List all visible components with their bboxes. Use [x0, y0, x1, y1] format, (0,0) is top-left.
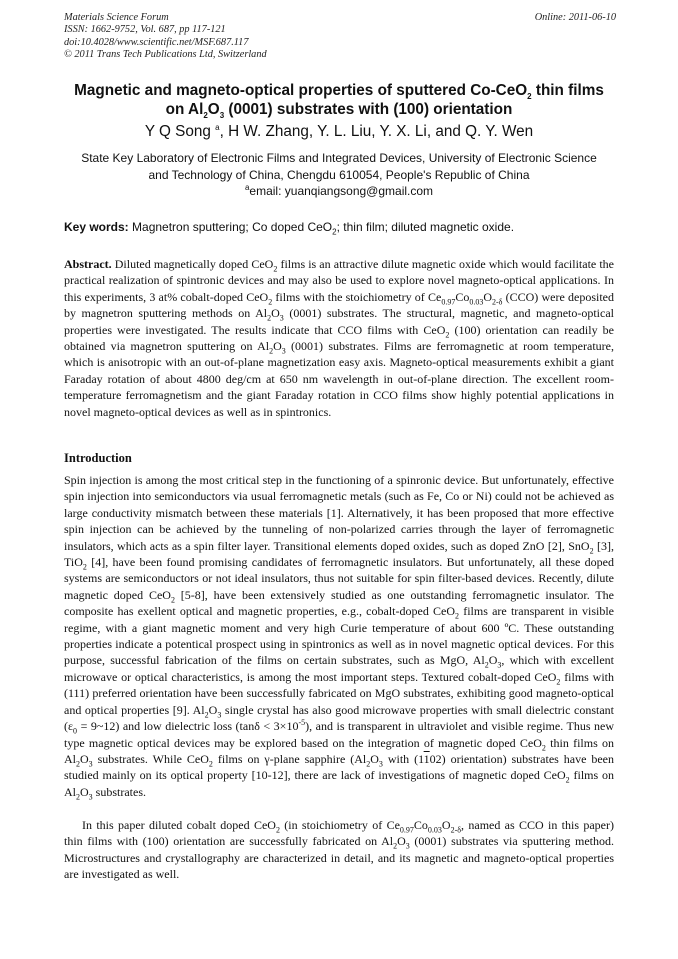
- online-date: Online: 2011-06-10: [534, 12, 616, 23]
- keywords: Key words: Magnetron sputtering; Co doped CeO$_2$; thin film; diluted magnetic oxide.: [64, 220, 515, 237]
- intro-paragraph-1: Spin injection is among the most critical step in the functioning of a spinronic device. But unfortunately, effective spin injection into semiconductors via usual ferromagnetic metals (such as Fe, Co or Ni) could not be achieved as large conductivity mismatch between these materials [1]. Alternatively, it has been proposed that more effective spin injection can be achieved by the tunneling of non-polarized carries through the layer of ferromagnetic insulators, which acts as a spin filter layer. Transitional elements doped oxides, such as doped ZnO [2], SnO$_2$ [3], TiO$_2$ [4], have been found promising candidates of ferromagnetic insulators. But unfortunately, all these doped systems are semiconductors or not ideal insulators, thus not suitable for spin filter-based devices. Recently, dilute magnetic doped CeO$_2$ [5-8], have been extensively studied as one outstanding ferromagnetic insulator. The composite has exellent optical and magnetic properties, e.g., cobalt-doped CeO$_2$ films are transparent in visible regime, with a giant magnetic moment and very high Curie temperature of about 600 ºC. These outstanding properties indicate a potentical prospect using in spintronics as well as in novel magnetic optical devices. For this purpose, successful fabrication of the films on certain substrates, such as MgO, $Al_2O_3$, which with excellent microwave or optical characteristics, is among the most important steps. Textured cobalt-doped CeO$_2$ films with (111) preferred orientation have been successfully fabricated on MgO substrates, exhibiting good magneto-optical and optical properties [9]. $Al_2O_3$ single crystal has also good microwave properties with small dielectric constant ($\varepsilon_0$ = 9~12) and low dielectric loss $(\tan\delta < 3\times 10^{-5})$, and is transparent in ultraviolet and visible regime. Thus new type magnetic optical devices may be explored based on the integration of magnetic doped CeO$_2$ thin films on $Al_2O_3$ substrates. While CeO$_2$ films on γ-plane sapphire ($Al_2O_3$ with (1102) orientation) substrates have been studied mainly on its optical property [10-12], there are lack of investigations of magnetic doped CeO$_2$ films on $Al_2O_3$ substrates.: [64, 473, 615, 802]
- abstract: Abstract. Diluted magnetically doped CeO$_2$ films is an attractive dilute magnetic oxide which would facilitate the practical realization of spintronic devices and may also be used to explore novel magneto-optical applications. In this experiments, 3 at% cobalt-doped CeO$_2$ films with the stoichiometry of $Ce_{0.97}Co_{0.03}O_{2-\delta}$ (CCO) were deposited by magnetron sputtering methods on $Al_2O_3$ (0001) substrates. The structural, magnetic, and magneto-optical properties were investigated. The results indicate that CCO films with CeO$_2$ (100) orientation can readily be obtained via magnetron sputtering on $Al_2O_3$ (0001) substrates. Films are ferromagnetic at room temperature, which is anisotropic with an out-of-plane magnetization easy axis. Magneto-optical measurements exhibit a giant Faraday rotation of about 4800 deg/cm at 650 nm wavelength in out-of-plane direction. The excellent room-temperature ferromagnetism and the giant Faraday rotation in CCO films show highly potential applications in novel magneto-optical devices as well as in spintronics.: [64, 257, 614, 419]
- author-email: $^a$email: yuanqiangsong@gmail.com: [244, 183, 434, 198]
- journal-name: Materials Science Forum: [64, 12, 169, 23]
- intro-paragraph-2: In this paper diluted cobalt doped CeO$_2$ (in stoichiometry of $Ce_{0.97}Co_{0.03}O_{2-\delta}$, named as CCO in this paper) thin films with (100) orientation are successfully fabricated on $Al_2O_3$ (0001) substrates via sputtering method. Microstructures and crystallography are characterized in detail, and its magnetic and magneto-optical properties are investigated as well.: [64, 818, 615, 882]
- copyright-line: © 2011 Trans Tech Publications Ltd, Switzerland: [64, 48, 267, 60]
- abstract-label: Abstract.: [64, 257, 112, 271]
- affiliation: State Key Laboratory of Electronic Films and Integrated Devices, University of Electronic Science and Technology of China, Chengdu 610054, People's Republic of China: [81, 151, 597, 182]
- keywords-label: Key words:: [64, 220, 129, 234]
- journal-header: [64, 12, 616, 61]
- section-heading-introduction: Introduction: [64, 451, 132, 465]
- doi-line: doi:10.4028/www.scientific.net/MSF.687.117: [64, 36, 249, 48]
- author-list: Y Q Song $^a$, H W. Zhang, Y. L. Liu, Y. X. Li, and Q. Y. Wen: [144, 122, 534, 140]
- issn-line: ISSN: 1662-9752, Vol. 687, pp 117-121: [64, 24, 226, 36]
- paper-title: Magnetic and magneto-optical properties of sputtered Co-CeO$_2$ thin films on $Al_2O_3$ (0001) substrates with (100) orientation: [74, 82, 604, 120]
